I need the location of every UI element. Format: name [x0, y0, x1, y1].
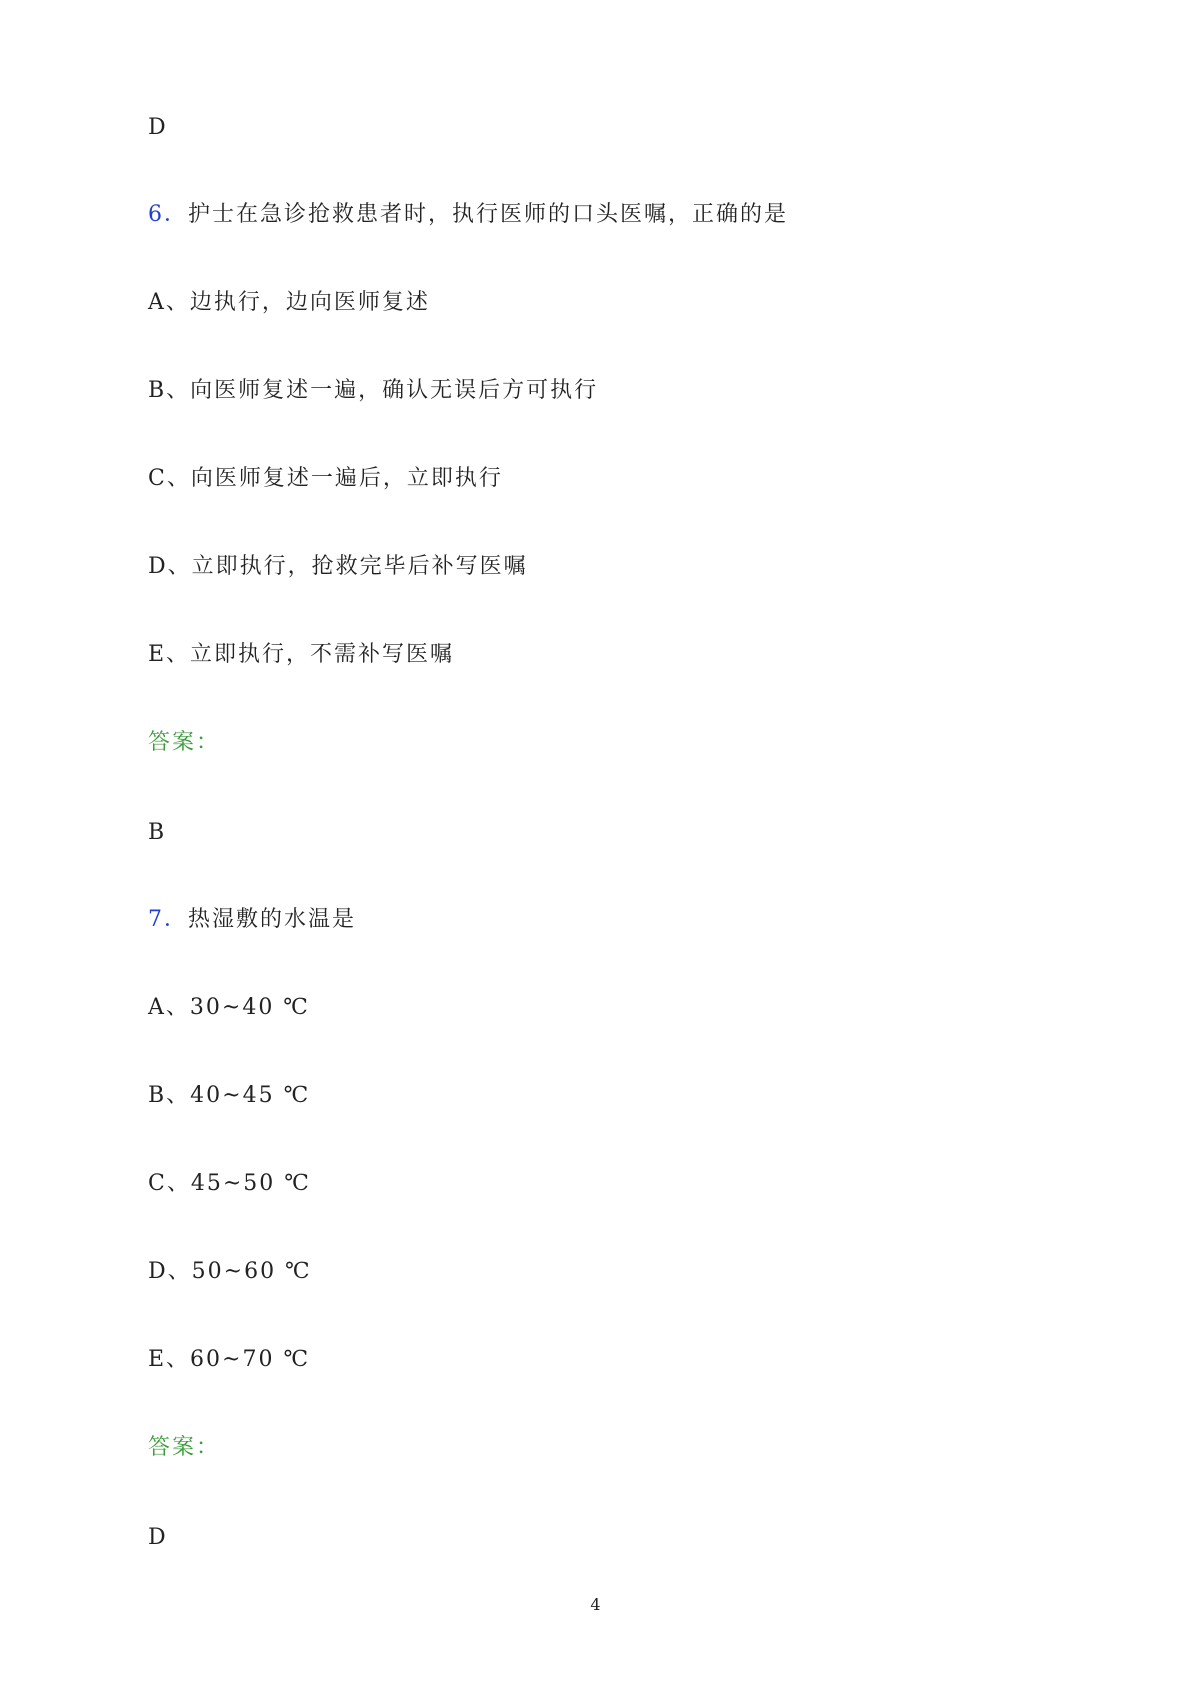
- question-6-text: 护士在急诊抢救患者时，执行医师的口头医嘱，正确的是: [188, 202, 789, 227]
- question-6-answer-value: B: [148, 820, 167, 845]
- question-6-stem: [148, 200, 788, 230]
- question-7-text: 热湿敷的水温是: [188, 907, 357, 932]
- question-7-stem: [148, 905, 356, 935]
- question-7-option-d: D、50~60 ℃: [148, 1259, 312, 1284]
- previous-answer-value: D: [148, 115, 168, 140]
- question-6-option-a: A、边执行，边向医师复述: [148, 290, 430, 315]
- question-6-number: 6．: [148, 202, 188, 227]
- question-7-answer-label: 答案：: [148, 1435, 221, 1460]
- question-6-option-e: E、立即执行，不需补写医嘱: [148, 642, 455, 667]
- page-number: 4: [590, 1595, 601, 1614]
- question-6-option-d: D、立即执行，抢救完毕后补写医嘱: [148, 554, 528, 579]
- question-7-option-a: A、30~40 ℃: [148, 995, 310, 1020]
- question-7-option-b: B、40~45 ℃: [148, 1083, 311, 1108]
- question-6-option-c: C、向医师复述一遍后，立即执行: [148, 466, 503, 491]
- question-6-option-b: B、向医师复述一遍，确认无误后方可执行: [148, 378, 599, 403]
- question-7-option-e: E、60~70 ℃: [148, 1347, 311, 1372]
- question-6-answer-label: 答案：: [148, 730, 221, 755]
- question-7-number: 7．: [148, 907, 188, 932]
- question-7-answer-value: D: [148, 1525, 168, 1550]
- question-7-option-c: C、45~50 ℃: [148, 1171, 311, 1196]
